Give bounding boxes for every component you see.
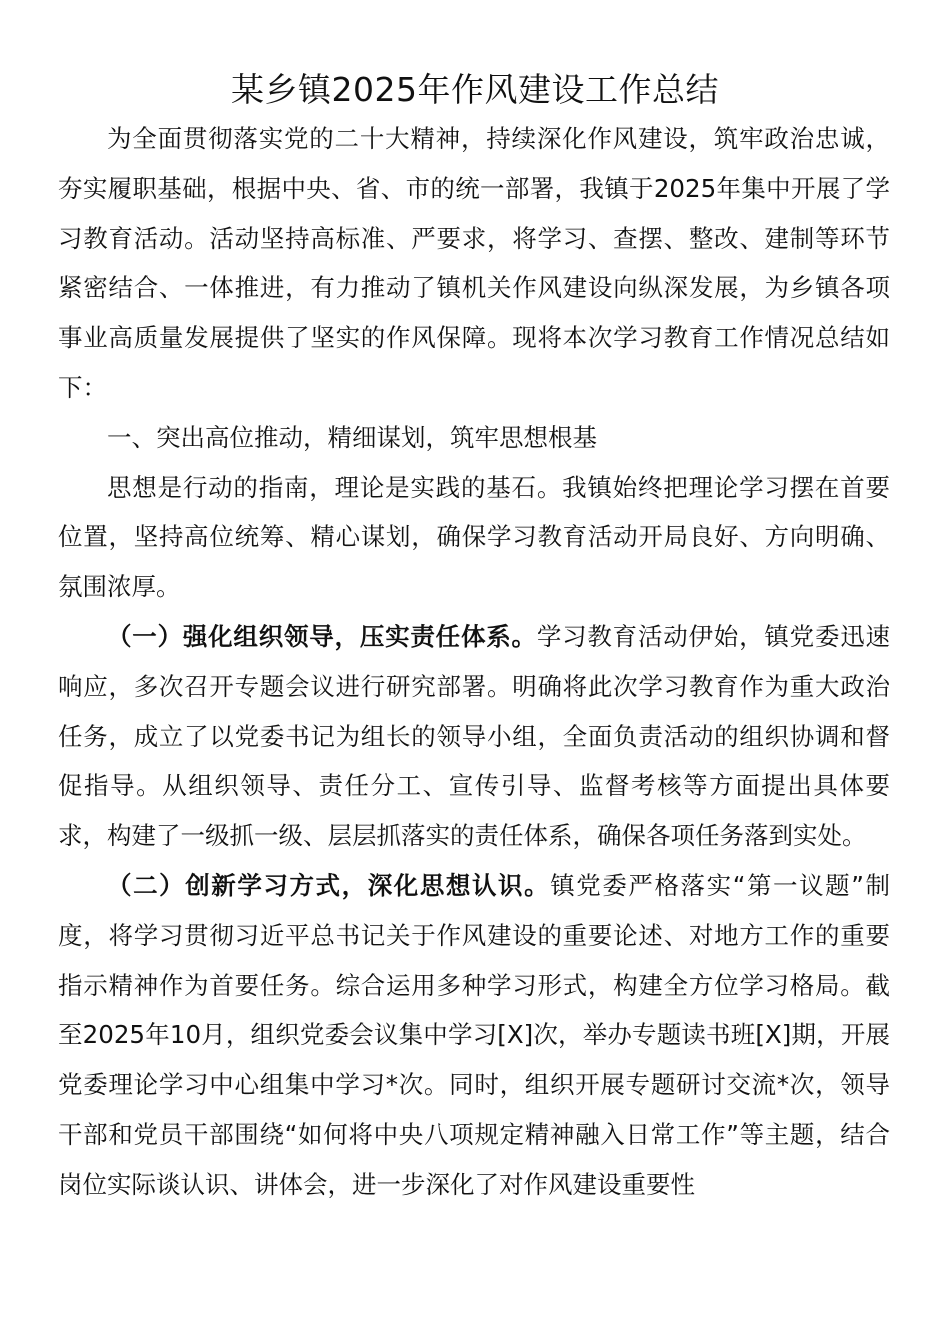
item-1-text: 学习教育活动伊始，镇党委迅速响应，多次召开专题会议进行研究部署。明确将此次学习教育作为重大政治任务，成立了以党委书记为组长的领导小组，全面负责活动的组织协调和督促指导。从组织领导、责任分工、宣传引导、监督考核等方面提出具体要求，构建了一级抓一级、层层抓落实的责任体系，确保各项任务落到实处。 <box>58 621 891 851</box>
item-2-text: 镇党委严格落实“第一议题”制度，将学习贯彻习近平总书记关于作风建设的重要论述、对地方工作的重要指示精神作为首要任务。综合运用多种学习形式，构建全方位学习格局。截至2025年10月，组织党委会议集中学习[X]次，举办专题读书班[X]期，开展党委理论学习中心组集中学习*次。同时，组织开展专题研讨交流*次，领导干部和党员干部围绕“如何将中央八项规定精神融入日常工作”等主题，结合岗位实际谈认识、讲体会，进一步深化了对作风建设重要性 <box>58 870 891 1199</box>
document-body <box>58 114 890 1210</box>
item-2-heading: （二）创新学习方式，深化思想认识。 <box>107 870 551 900</box>
section-lead-paragraph: 思想是行动的指南，理论是实践的基石。我镇始终把理论学习摆在首要位置，坚持高位统筹、精心谋划，确保学习教育活动开局良好、方向明确、氛围浓厚。 <box>58 472 890 602</box>
item-paragraph-2 <box>58 861 890 1210</box>
page-title: 某乡镇2025年作风建设工作总结 <box>231 70 719 109</box>
item-paragraph-1 <box>58 612 890 861</box>
item-1-heading: （一）强化组织领导，压实责任体系。 <box>107 621 537 651</box>
intro-paragraph: 为全面贯彻落实党的二十大精神，持续深化作风建设，筑牢政治忠诚，夯实履职基础，根据中央、省、市的统一部署，我镇于2025年集中开展了学习教育活动。活动坚持高标准、严要求，将学习、查摆、整改、建制等环节紧密结合、一体推进，有力推动了镇机关作风建设向纵深发展，为乡镇各项事业高质量发展提供了坚实的作风保障。现将本次学习教育工作情况总结如下： <box>58 124 890 402</box>
section-heading: 一、突出高位推动，精细谋划，筑牢思想根基 <box>107 422 597 452</box>
